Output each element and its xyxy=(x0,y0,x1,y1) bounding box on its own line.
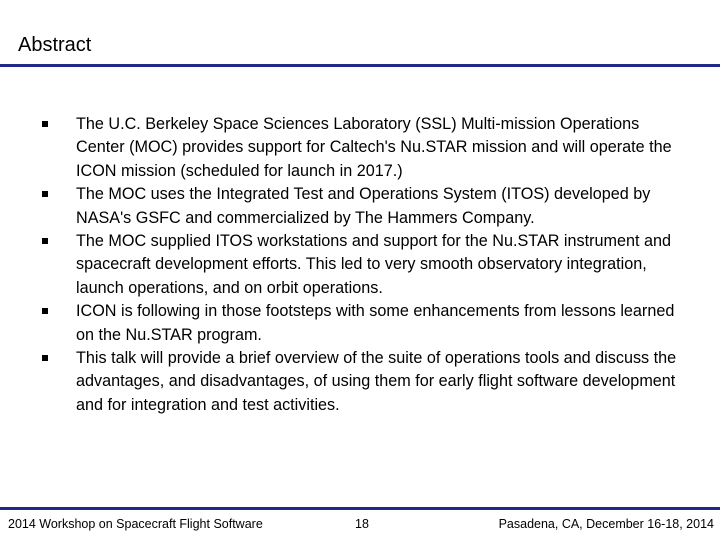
square-bullet-icon xyxy=(42,238,48,244)
bullet-text: ICON is following in those footsteps with some enhancements from lessons learned on the Nu.STAR program. xyxy=(76,302,675,344)
bullet-item xyxy=(42,183,682,230)
footer-event-name: 2014 Workshop on Spacecraft Flight Software xyxy=(8,517,263,531)
bullet-item xyxy=(42,113,682,183)
square-bullet-icon xyxy=(42,121,48,127)
footer-location-date: Pasadena, CA, December 16-18, 2014 xyxy=(498,517,714,531)
square-bullet-icon xyxy=(42,191,48,197)
bullet-item xyxy=(42,347,682,417)
bullet-list xyxy=(42,113,682,417)
footer-page-number: 18 xyxy=(355,517,369,531)
bullet-text: The U.C. Berkeley Space Sciences Laboratory (SSL) Multi-mission Operations Center (MOC) provides support for Caltech's Nu.STAR mission and will operate the ICON mission (scheduled for launch in 2017.) xyxy=(76,115,672,180)
square-bullet-icon xyxy=(42,355,48,361)
bullet-text: The MOC uses the Integrated Test and Operations System (ITOS) developed by NASA's GSFC and commercialized by The Hammers Company. xyxy=(76,185,651,227)
bullet-item xyxy=(42,230,682,300)
bullet-text: The MOC supplied ITOS workstations and support for the Nu.STAR instrument and spacecraft development efforts. This led to very smooth observatory integration, launch operations, and on orbit operations. xyxy=(76,232,672,297)
square-bullet-icon xyxy=(42,308,48,314)
title-divider xyxy=(0,64,720,67)
slide-title: Abstract xyxy=(18,34,92,56)
footer-divider xyxy=(0,507,720,510)
bullet-item xyxy=(42,300,682,347)
bullet-text: This talk will provide a brief overview of the suite of operations tools and discuss the advantages, and disadvantages, of using them for early flight software development and for integration and test activities. xyxy=(76,349,677,414)
